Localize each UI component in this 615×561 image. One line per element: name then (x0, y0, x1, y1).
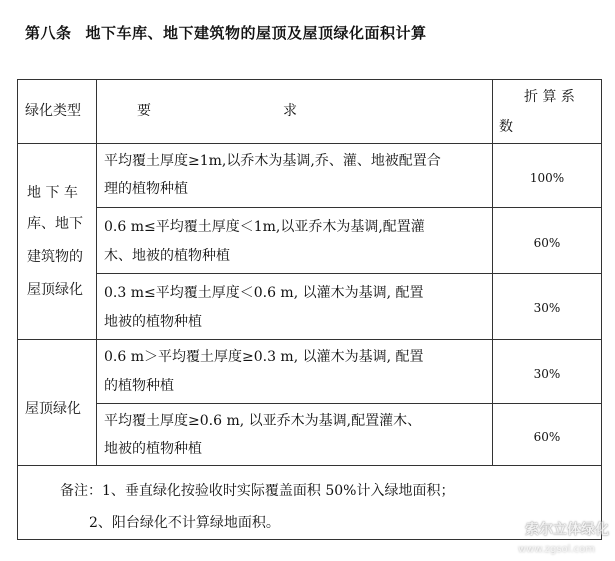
article-number: 第八条 (25, 24, 72, 42)
row5-coefficient: 60% (533, 430, 561, 444)
watermark (485, 501, 615, 561)
article-heading: 地下车库、地下建筑物的屋顶及屋顶绿化面积计算 (85, 24, 427, 42)
header-coefficient-line1: 折 算 系 (524, 89, 575, 105)
col-divider-1 (96, 79, 97, 465)
row4-requirement-line1: 0.6 m＞平均覆土厚度≥0.3 m, 以灌木为基调, 配置 (104, 349, 424, 365)
header-divider (17, 143, 602, 144)
row3-requirement-line2: 地被的植物种植 (104, 314, 202, 330)
row5-requirement-line1: 平均覆土厚度≥0.6 m, 以亚乔木为基调,配置灌木、 (104, 413, 422, 429)
row-divider-3 (96, 403, 602, 404)
row1-coefficient: 100% (529, 171, 565, 185)
row-divider-2 (96, 273, 602, 274)
row4-coefficient: 30% (533, 367, 561, 381)
group1-label-line4: 屋顶绿化 (27, 282, 83, 298)
notes-divider (17, 465, 602, 466)
group1-label-line1: 地 下 车 (27, 185, 78, 201)
col-divider-2 (492, 79, 493, 465)
row4-requirement-line2: 的植物种植 (104, 378, 174, 394)
group1-label-line3: 建筑物的 (27, 249, 83, 265)
header-coefficient-line2: 数 (499, 119, 513, 135)
row2-requirement-line2: 木、地被的植物种植 (104, 248, 230, 264)
page-title (25, 22, 427, 43)
header-type: 绿化类型 (25, 103, 81, 119)
row2-requirement-line1: 0.6 m≤平均覆土厚度＜1m,以亚乔木为基调,配置灌 (104, 219, 425, 235)
row1-requirement-line2: 理的植物种植 (104, 181, 188, 197)
watermark-brand: 索尔立体绿化 (525, 522, 609, 538)
note-line2: 2、阳台绿化不计算绿地面积。 (89, 515, 280, 531)
group2-label: 屋顶绿化 (25, 401, 81, 417)
group1-label-line2: 库、地下 (27, 216, 83, 232)
row3-requirement-line1: 0.3 m≤平均覆土厚度＜0.6 m, 以灌木为基调, 配置 (104, 285, 424, 301)
header-requirement-right: 求 (283, 103, 297, 119)
note-line1: 备注：1、垂直绿化按验收时实际覆盖面积 50%计入绿地面积； (60, 483, 455, 499)
row3-coefficient: 30% (533, 301, 561, 315)
row5-requirement-line2: 地被的植物种植 (104, 441, 202, 457)
watermark-url: www.zgsol.com (517, 544, 595, 555)
header-requirement-left: 要 (137, 103, 151, 119)
row1-requirement-line1: 平均覆土厚度≥1m,以乔木为基调,乔、灌、地被配置合 (104, 153, 441, 169)
row-divider-1 (96, 207, 602, 208)
group-divider (17, 339, 602, 340)
row2-coefficient: 60% (533, 236, 561, 250)
